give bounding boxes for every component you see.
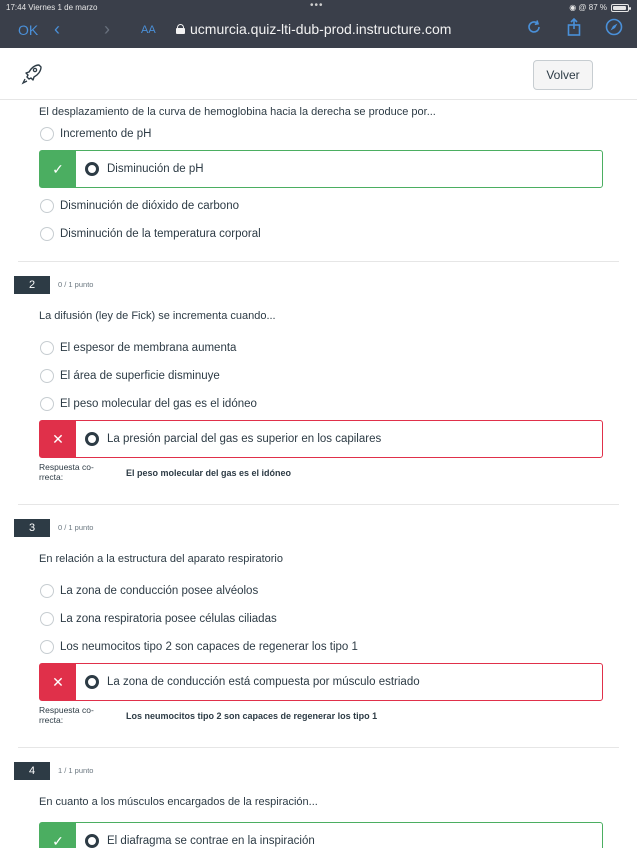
- rocket-icon: [20, 62, 44, 86]
- option-label: La zona respiratoria posee células ciliadas: [60, 613, 277, 625]
- option-label: El peso molecular del gas es el idóneo: [60, 398, 257, 410]
- radio-button[interactable]: [40, 127, 54, 141]
- question-2-text: La difusión (ley de Fick) se incrementa cuando...: [39, 310, 276, 322]
- ok-button[interactable]: OK: [18, 22, 39, 38]
- app-header: [0, 48, 637, 100]
- radio-button[interactable]: [40, 584, 54, 598]
- x-icon: ✕: [40, 664, 76, 700]
- answer-option[interactable]: [18, 220, 619, 248]
- question-header: [18, 505, 619, 549]
- option-label: Los neumocitos tipo 2 son capaces de regenerar los tipo 1: [60, 641, 358, 653]
- url-text: ucmurcia.quiz-lti-dub-prod.instructure.com: [190, 21, 452, 37]
- volver-button[interactable]: Volver: [533, 60, 593, 90]
- browser-chrome: [0, 0, 637, 48]
- radio-button[interactable]: [40, 640, 54, 654]
- radio-button[interactable]: [40, 369, 54, 383]
- check-icon: ✓: [40, 151, 76, 187]
- answer-option[interactable]: [18, 390, 619, 418]
- radio-button[interactable]: [40, 341, 54, 355]
- selected-answer-label: La zona de conducción está compuesta por músculo estriado: [107, 676, 420, 688]
- question-number: 3: [14, 519, 50, 537]
- radio-button-selected: [85, 432, 99, 446]
- option-label: La zona de conducción posee alvéolos: [60, 585, 259, 597]
- option-label: Incremento de pH: [60, 128, 152, 140]
- radio-button[interactable]: [40, 612, 54, 626]
- correct-answer: [39, 705, 619, 731]
- status-dots: •••: [310, 0, 324, 11]
- question-points: 0 / 1 punto: [58, 280, 94, 289]
- status-time: 17:44 Viernes 1 de marzo: [6, 3, 98, 12]
- selected-answer-correct[interactable]: [39, 822, 603, 848]
- battery-icon: [611, 4, 629, 12]
- radio-button-selected: [85, 675, 99, 689]
- correct-answer-label: Respuesta co- rrecta:: [39, 705, 94, 725]
- share-icon[interactable]: [565, 18, 583, 36]
- reader-settings-button[interactable]: AA: [141, 24, 156, 36]
- option-label: El espesor de membrana aumenta: [60, 342, 237, 354]
- selected-answer-wrong[interactable]: [39, 420, 603, 458]
- question-1-text: El desplazamiento de la curva de hemoglobina hacia la derecha se produce por...: [39, 106, 436, 118]
- address-bar[interactable]: [176, 21, 451, 37]
- radio-button[interactable]: [40, 397, 54, 411]
- answer-option[interactable]: [18, 577, 619, 605]
- option-label: El área de superficie disminuye: [60, 370, 220, 382]
- radio-button[interactable]: [40, 227, 54, 241]
- answer-option[interactable]: [18, 192, 619, 220]
- status-indicators: [569, 3, 629, 12]
- radio-button-selected: [85, 834, 99, 848]
- radio-button[interactable]: [40, 199, 54, 213]
- question-header: [18, 748, 619, 792]
- option-label: Disminución de dióxido de carbono: [60, 200, 239, 212]
- answer-option[interactable]: [18, 120, 619, 148]
- question-header: [18, 262, 619, 306]
- correct-answer-value: Los neumocitos tipo 2 son capaces de regenerar los tipo 1: [126, 711, 378, 721]
- answer-option[interactable]: [18, 605, 619, 633]
- answer-option[interactable]: [18, 362, 619, 390]
- correct-answer: [39, 462, 619, 488]
- selected-answer-label: La presión parcial del gas es superior en los capilares: [107, 433, 382, 445]
- selected-answer-wrong[interactable]: [39, 663, 603, 701]
- forward-button[interactable]: ›: [104, 19, 110, 39]
- status-right-text: ◉ @ 87 %: [569, 3, 607, 12]
- back-button[interactable]: ‹: [54, 19, 60, 39]
- question-number: 2: [14, 276, 50, 294]
- question-number: 4: [14, 762, 50, 780]
- check-icon: ✓: [40, 823, 76, 848]
- x-icon: ✕: [40, 421, 76, 457]
- correct-answer-label: Respuesta co- rrecta:: [39, 462, 94, 482]
- correct-answer-value: El peso molecular del gas es el idóneo: [126, 468, 292, 478]
- question-points: 0 / 1 punto: [58, 523, 94, 532]
- lock-icon: [176, 24, 185, 34]
- selected-answer-label: Disminución de pH: [107, 163, 204, 175]
- selected-answer-correct[interactable]: [39, 150, 603, 188]
- radio-button-selected: [85, 162, 99, 176]
- option-label: Disminución de la temperatura corporal: [60, 228, 261, 240]
- compass-icon[interactable]: [605, 18, 623, 36]
- quiz-results: [18, 100, 619, 848]
- question-points: 1 / 1 punto: [58, 766, 94, 775]
- question-4-text: En cuanto a los músculos encargados de la respiración...: [39, 796, 318, 808]
- answer-option[interactable]: [18, 334, 619, 362]
- question-3-text: En relación a la estructura del aparato respiratorio: [39, 553, 283, 565]
- answer-option[interactable]: [18, 633, 619, 661]
- selected-answer-label: El diafragma se contrae en la inspiración: [107, 835, 315, 847]
- reload-icon[interactable]: [525, 18, 543, 36]
